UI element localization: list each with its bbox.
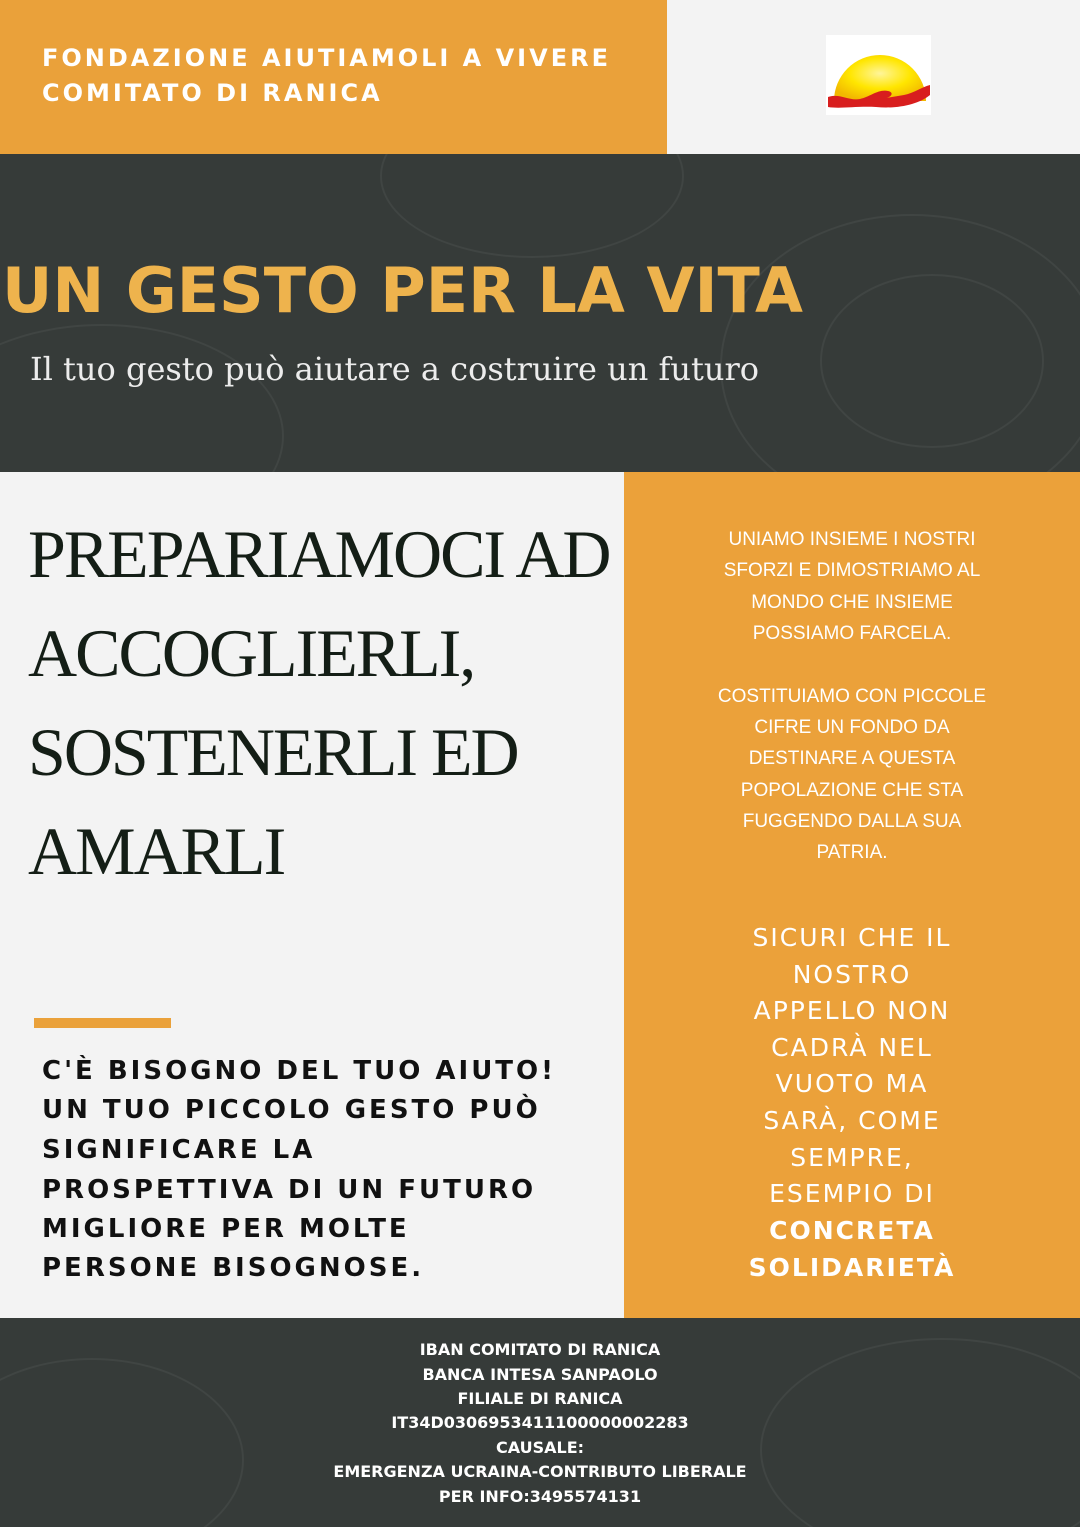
solidarity-text-line: SEMPRE, xyxy=(790,1143,914,1172)
appeal-paragraph-line: POSSIAMO FARCELA. xyxy=(752,623,952,644)
solidarity-text-line: NOSTRO xyxy=(792,960,912,989)
fund-paragraph-line: CIFRE UN FONDO DA xyxy=(754,717,950,738)
headline-line: SOSTENERLI ED xyxy=(28,714,518,790)
accent-divider xyxy=(34,1018,171,1028)
solidarity-text-line: VUOTO MA xyxy=(775,1069,929,1098)
solidarity-text-line: ESEMPIO DI xyxy=(769,1179,935,1208)
page-subtitle: Il tuo gesto può aiutare a costruire un futuro xyxy=(30,350,760,388)
fund-paragraph-line: PATRIA. xyxy=(816,842,888,863)
bank-name: BANCA INTESA SANPAOLO xyxy=(422,1365,658,1384)
help-text-line: MIGLIORE PER MOLTE xyxy=(42,1214,410,1244)
help-text-line: PROSPETTIVA DI UN FUTURO xyxy=(42,1175,537,1205)
fund-paragraph-line: FUGGENDO DALLA SUA xyxy=(742,811,962,832)
fund-paragraph-line: DESTINARE A QUESTA xyxy=(748,748,956,769)
appeal-paragraph-line: SFORZI E DIMOSTRIAMO AL xyxy=(723,560,981,581)
headline-line: AMARLI xyxy=(28,813,285,889)
help-text-line: UN TUO PICCOLO GESTO PUÒ xyxy=(42,1095,541,1125)
header-banner xyxy=(0,0,667,154)
appeal-paragraph-line: UNIAMO INSIEME I NOSTRI xyxy=(728,529,976,550)
help-text-line: SIGNIFICARE LA xyxy=(42,1135,316,1165)
organization-name: FONDAZIONE AIUTIAMOLI A VIVERE xyxy=(42,44,611,72)
causale-label: CAUSALE: xyxy=(495,1438,585,1457)
contact-info: PER INFO:3495574131 xyxy=(438,1487,642,1506)
solidarity-emphasis-line: SOLIDARIETÀ xyxy=(748,1253,956,1282)
help-text-line: C'È BISOGNO DEL TUO AIUTO! xyxy=(42,1056,556,1086)
page-title: UN GESTO PER LA VITA xyxy=(2,254,804,327)
sun-hand-logo-icon xyxy=(826,35,931,115)
iban-title: IBAN COMITATO DI RANICA xyxy=(419,1340,661,1359)
fund-paragraph-line: POPOLAZIONE CHE STA xyxy=(740,780,964,801)
committee-name: COMITATO DI RANICA xyxy=(42,79,383,107)
solidarity-emphasis-line: CONCRETA xyxy=(769,1216,935,1245)
solidarity-text-line: APPELLO NON xyxy=(753,996,951,1025)
causale-text: EMERGENZA UCRAINA-CONTRIBUTO LIBERALE xyxy=(333,1462,747,1481)
solidarity-text-line: CADRÀ NEL xyxy=(771,1033,933,1062)
help-text-line: PERSONE BISOGNOSE. xyxy=(42,1253,425,1283)
bank-branch: FILIALE DI RANICA xyxy=(457,1389,623,1408)
headline-line: ACCOGLIERLI, xyxy=(28,615,475,691)
headline-line: PREPARIAMOCI AD xyxy=(28,516,610,592)
solidarity-text-line: SARÀ, COME xyxy=(763,1106,941,1135)
iban-code: IT34D0306953411100000002283 xyxy=(391,1413,689,1432)
fund-paragraph-line: COSTITUIAMO CON PICCOLE xyxy=(717,686,987,707)
solidarity-text-line: SICURI CHE IL xyxy=(752,923,952,952)
appeal-paragraph-line: MONDO CHE INSIEME xyxy=(751,592,953,613)
